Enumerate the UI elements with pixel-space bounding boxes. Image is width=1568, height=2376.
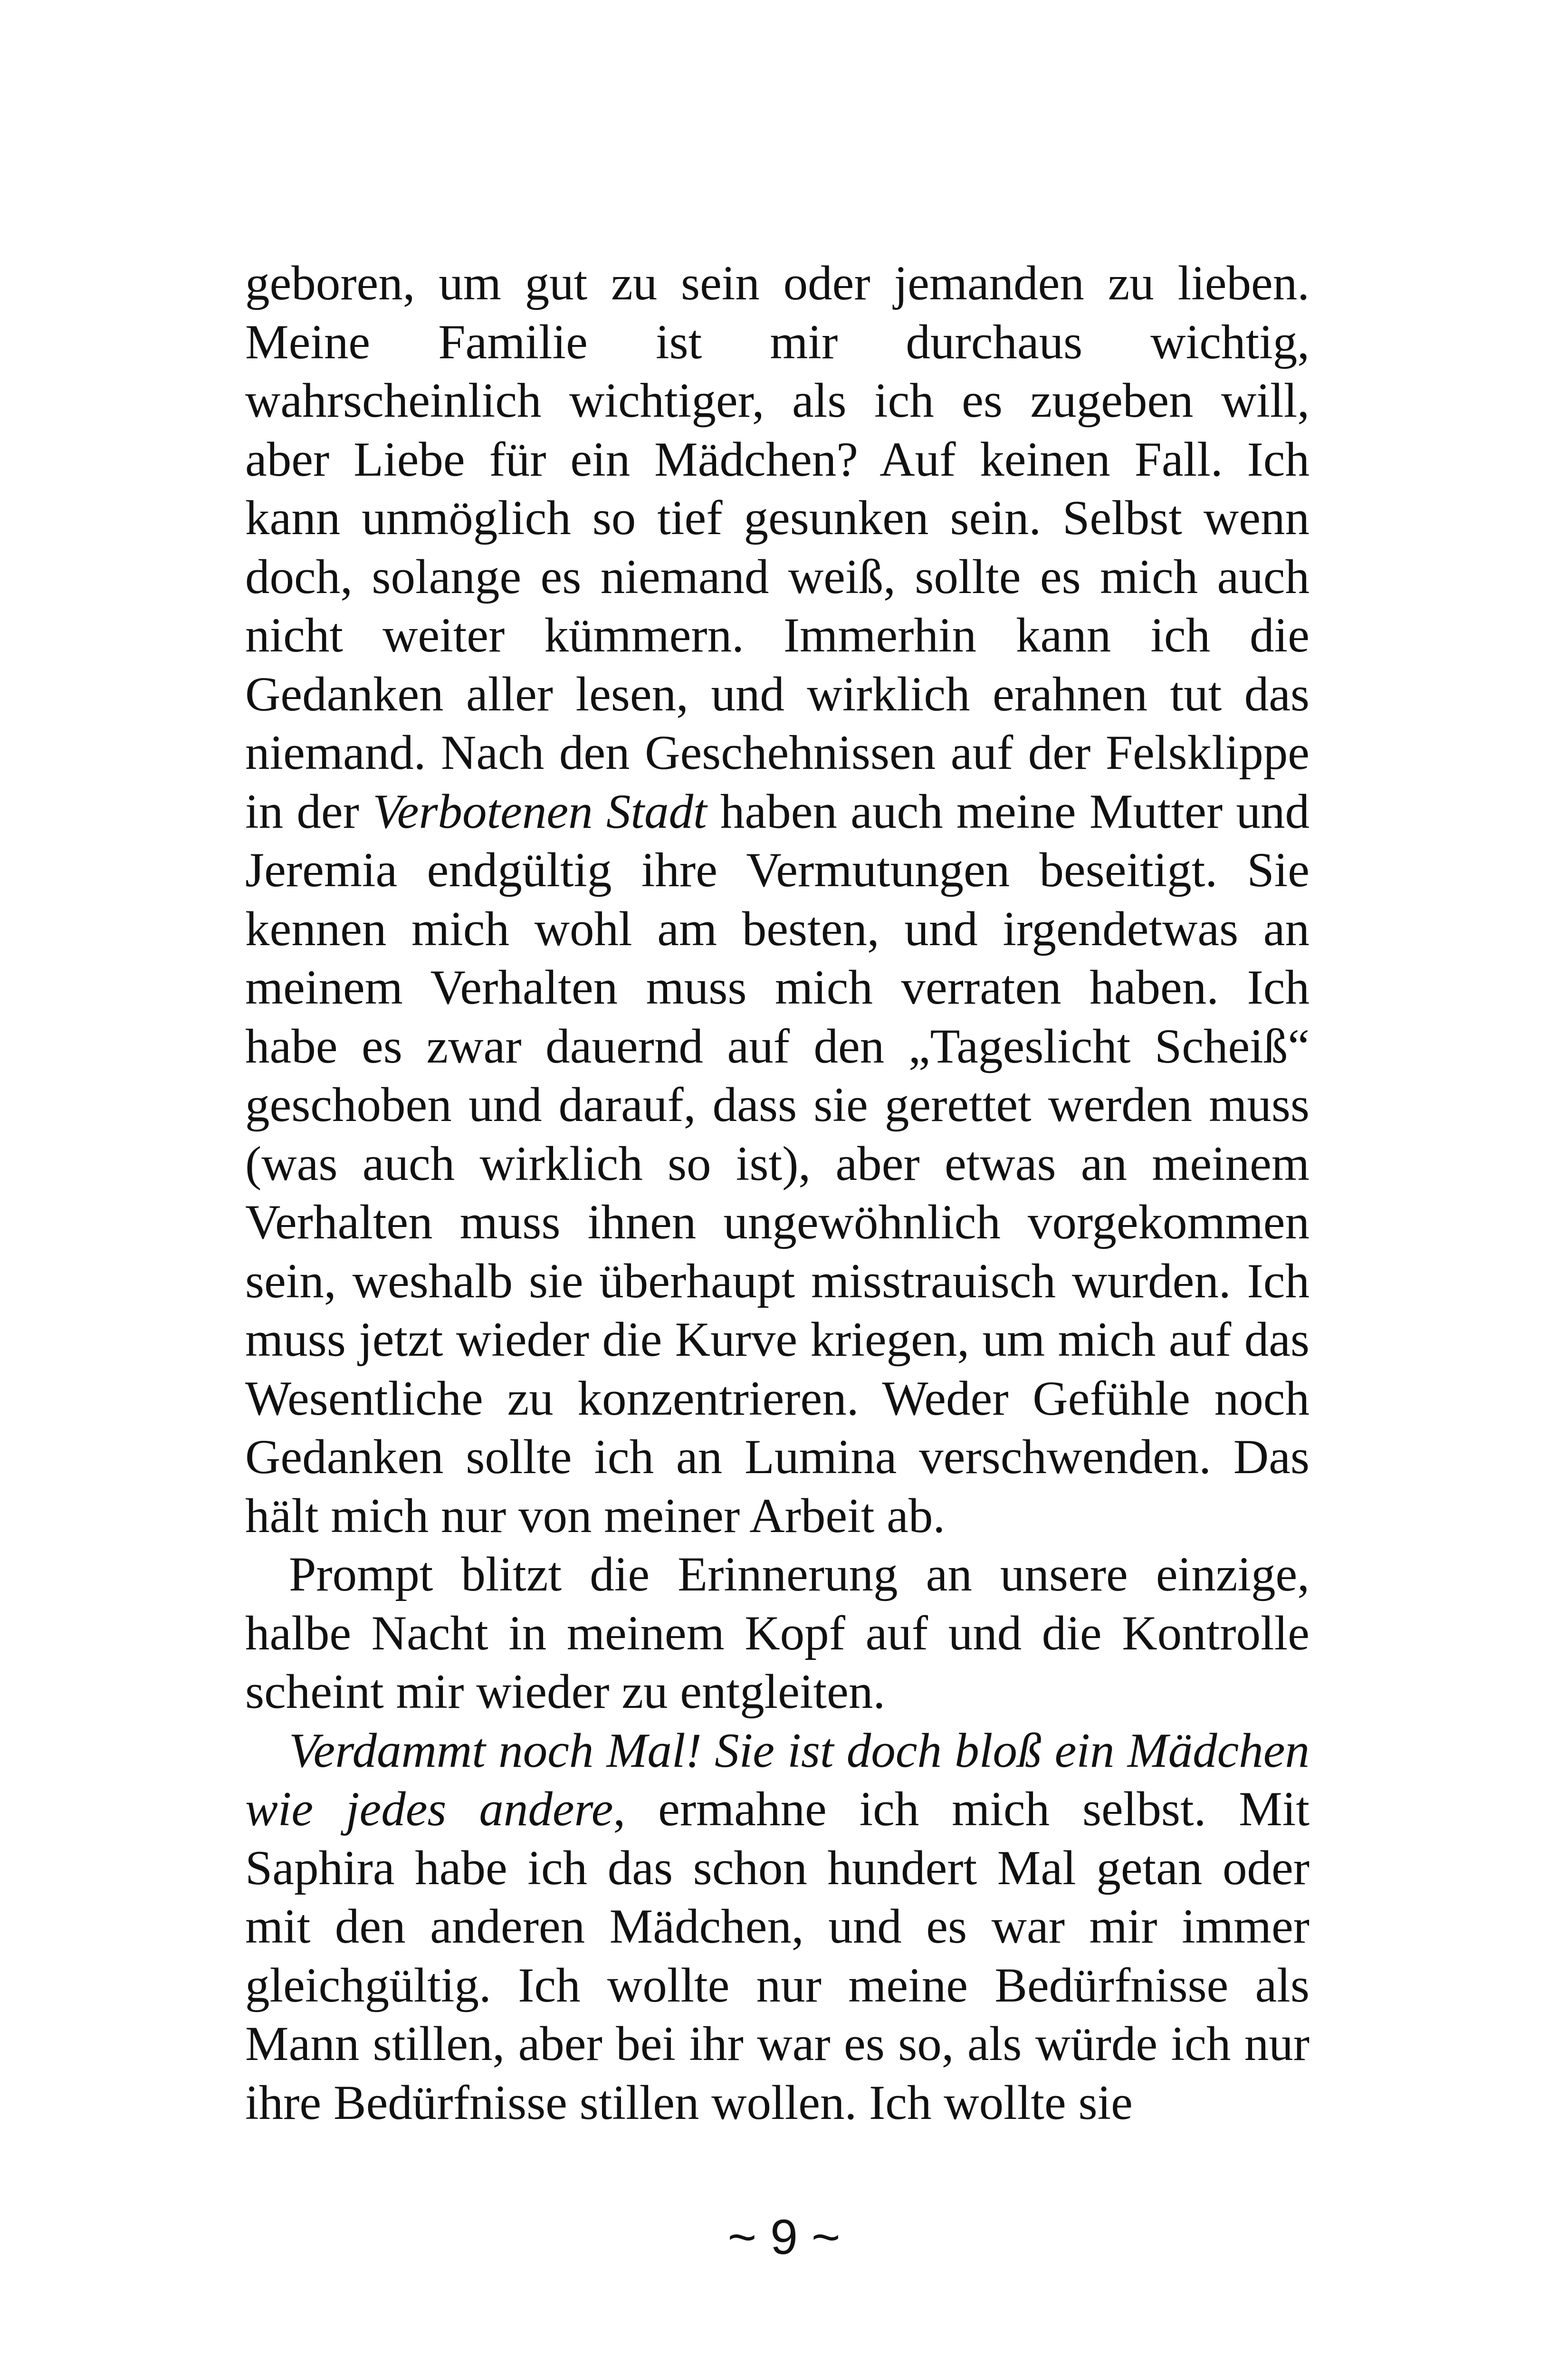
paragraph-text: , ermahne ich mich selbst. Mit Saphira habe ich das schon hundert Mal getan oder mit den anderen Mädchen, und es war mir immer gleichgültig. Ich wollte nur meine Bedürfnisse als Mann stillen, aber bei ihr war es so, als würde ich nur ihre Bedürfnisse stillen wollen. Ich wollte sie	[245, 1782, 1310, 2130]
paragraph	[245, 1722, 1310, 2133]
body-text	[245, 254, 1310, 2132]
paragraph-text: geboren, um gut zu sein oder jemanden zu lieben. Meine Familie ist mir durchaus wichtig, wahrscheinlich wichtiger, als ich es zugeben will, aber Liebe für ein Mädchen? Auf keinen Fall. Ich kann unmöglich so tief gesunken sein. Selbst wenn doch, solange es niemand weiß, sollte es mich auch nicht weiter kümmern. Immerhin kann ich die Gedanken aller lesen, und wirklich erahnen tut das niemand. Nach den Geschehnissen auf der Felsklippe in der	[245, 256, 1310, 839]
paragraph: Prompt blitzt die Erinnerung an unsere einzige, halbe Nacht in meinem Kopf auf und die Kontrolle scheint mir wieder zu entgleiten.	[245, 1547, 1310, 1719]
page-number: ~ 9 ~	[727, 2210, 841, 2265]
paragraph	[245, 254, 1310, 1545]
italic-text: Verbotenen Stadt	[373, 784, 707, 839]
italic-text: Verdammt noch Mal! Sie ist doch bloß ein Mädchen wie jedes andere	[245, 1723, 1310, 1836]
paragraph-text: haben auch meine Mutter und Jeremia endgültig ihre Vermutungen beseitigt. Sie kennen mich wohl am besten, und irgendetwas an meinem Verhalten muss mich verraten haben. Ich habe es zwar dauernd auf den „Tageslicht Scheiß“ geschoben und darauf, dass sie gerettet werden muss (was auch wirklich so ist), aber etwas an meinem Verhalten muss ihnen ungewöhnlich vorgekommen sein, weshalb sie überhaupt misstrauisch wurden. Ich muss jetzt wieder die Kurve kriegen, um mich auf das Wesentliche zu konzentrieren. Weder Gefühle noch Gedanken sollte ich an Lumina verschwenden. Das hält mich nur von meiner Arbeit ab.	[245, 784, 1310, 1543]
